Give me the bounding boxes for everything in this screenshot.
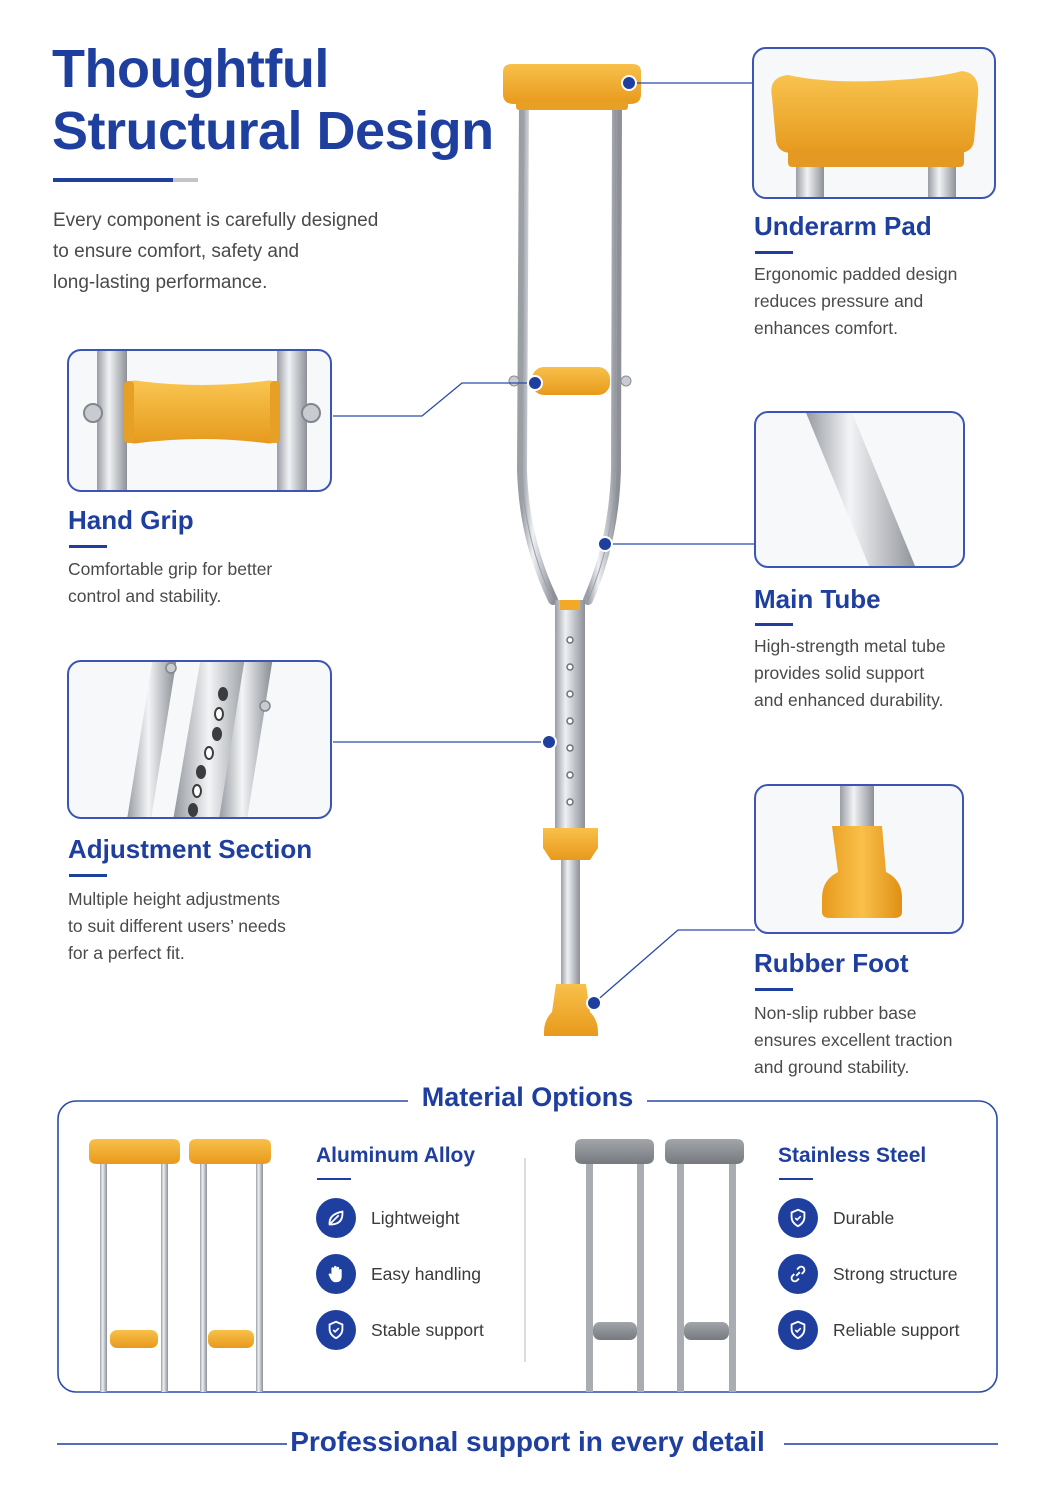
material-options-heading: Material Options xyxy=(0,1082,1055,1113)
shield-icon xyxy=(778,1310,818,1350)
intro-line: long-lasting performance. xyxy=(53,272,268,293)
shield-icon xyxy=(316,1310,356,1350)
page-title-line1: Thoughtful xyxy=(52,39,329,99)
feature-easy-handling: Easy handling xyxy=(316,1253,481,1295)
intro-line: to ensure comfort, safety and xyxy=(53,241,300,262)
feature-strong-structure: Strong structure xyxy=(778,1253,958,1295)
adjustment-section-title: Adjustment Section xyxy=(68,834,313,864)
stainless-steel-rule xyxy=(779,1178,813,1180)
main-tube-title: Main Tube xyxy=(754,584,881,614)
aluminum-alloy-title: Aluminum Alloy xyxy=(316,1144,476,1167)
link-icon xyxy=(778,1254,818,1294)
crutch-illustration xyxy=(503,64,641,1036)
main-tube-desc: High-strength metal tube provides solid support and enhanced durability. xyxy=(754,636,946,710)
title-underline xyxy=(53,178,198,182)
feature-stable-support: Stable support xyxy=(316,1309,484,1351)
aluminum-alloy-rule xyxy=(317,1178,351,1180)
feature-reliable-support: Reliable support xyxy=(778,1309,959,1351)
hand-grip-desc: Comfortable grip for better control and stability. xyxy=(68,559,273,606)
hand-icon xyxy=(316,1254,356,1294)
underarm-pad-rule xyxy=(755,251,793,254)
intro-text xyxy=(53,205,433,298)
rubber-foot-image xyxy=(754,784,964,934)
intro-line: Every component is carefully designed xyxy=(53,210,379,231)
underarm-pad-title: Underarm Pad xyxy=(754,211,932,241)
steel-crutch-pair xyxy=(575,1139,744,1392)
page-title-line2: Structural Design xyxy=(52,101,494,161)
adjustment-section-desc: Multiple height adjustments to suit different users’ needs for a perfect fit. xyxy=(68,889,286,963)
rubber-foot-rule xyxy=(755,988,793,991)
main-tube-image xyxy=(754,411,965,568)
rubber-foot-title: Rubber Foot xyxy=(754,948,909,978)
main-tube-rule xyxy=(755,623,793,626)
aluminum-crutch-pair xyxy=(89,1139,271,1392)
hand-grip-image xyxy=(67,349,332,492)
adjustment-section-image xyxy=(67,660,332,819)
shield-icon xyxy=(778,1198,818,1238)
feature-lightweight: Lightweight xyxy=(316,1197,460,1239)
page-title xyxy=(52,38,512,162)
underarm-pad-desc: Ergonomic padded design reduces pressure and enhances comfort. xyxy=(754,264,958,338)
rubber-foot-desc: Non-slip rubber base ensures excellent traction and ground stability. xyxy=(754,1003,953,1077)
underarm-pad-image xyxy=(752,47,996,199)
adjustment-section-rule xyxy=(69,874,107,877)
feature-durable: Durable xyxy=(778,1197,894,1239)
tagline: Professional support in every detail xyxy=(290,1426,765,1457)
stainless-steel-title: Stainless Steel xyxy=(778,1144,927,1167)
hand-grip-title: Hand Grip xyxy=(68,505,194,535)
hand-grip-rule xyxy=(69,545,107,548)
leaf-icon xyxy=(316,1198,356,1238)
